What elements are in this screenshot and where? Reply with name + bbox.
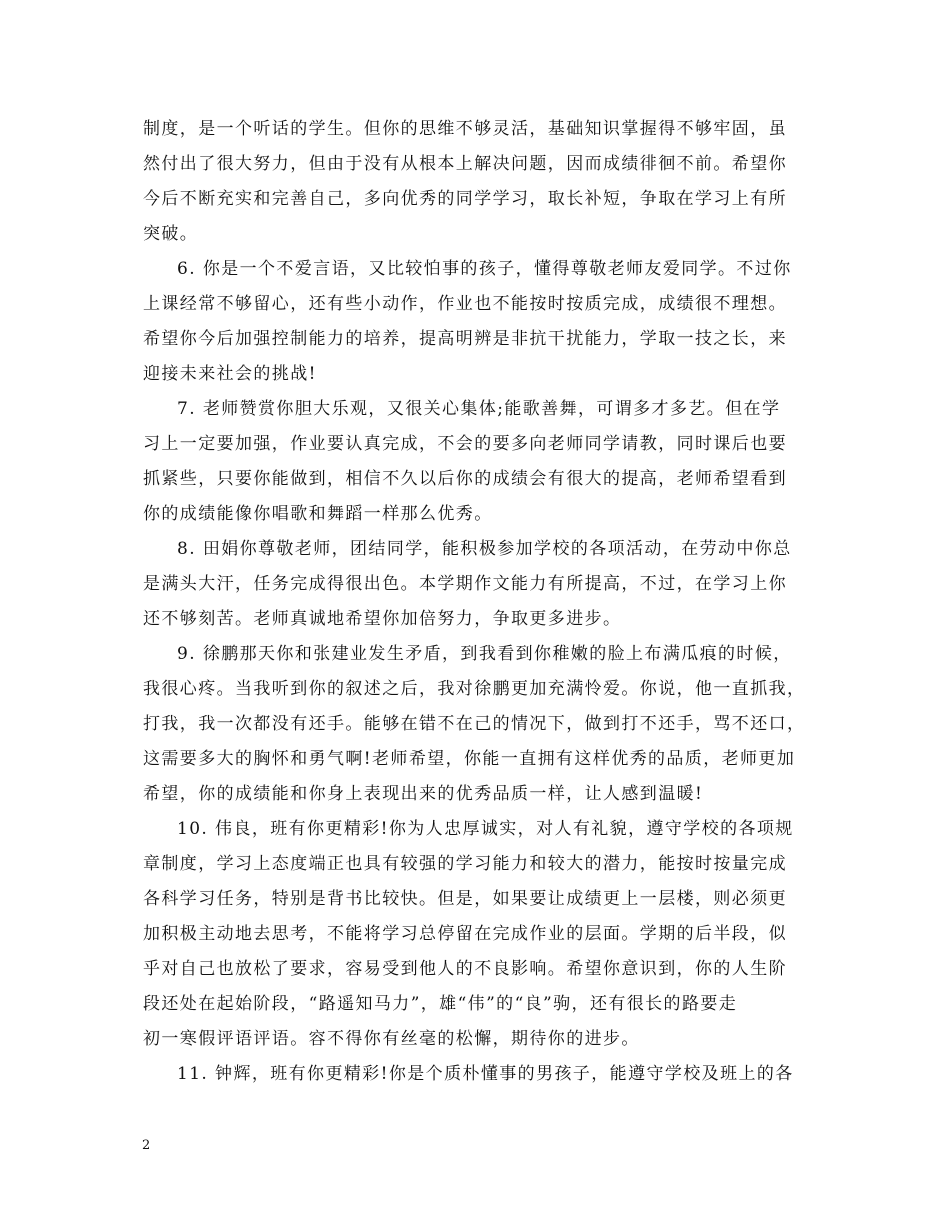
text-line: 各科学习任务，特别是背书比较快。但是，如果要让成绩更上一层楼，则必须更	[143, 889, 787, 909]
paragraph-9-start: 9. 徐鹏那天你和张建业发生矛盾，到我看到你稚嫩的脸上布满瓜痕的时候，	[177, 644, 792, 664]
text-line: 你的成绩能像你唱歌和舞蹈一样那么优秀。	[143, 504, 493, 524]
paragraph-8-start: 8. 田娟你尊敬老师，团结同学，能积极参加学校的各项活动，在劳动中你总	[177, 539, 792, 559]
text-line: 是满头大汗，任务完成得很出色。本学期作文能力有所提高，不过，在学习上你	[143, 574, 787, 594]
text-line: 希望，你的成绩能和你身上表现出来的优秀品质一样，让人感到温暖!	[143, 784, 704, 804]
text-line: 段还处在起始阶段，“路遥知马力”，雄“伟”的“良”驹，还有很长的路要走	[143, 994, 738, 1014]
text-line: 章制度，学习上态度端正也具有较强的学习能力和较大的潜力，能按时按量完成	[143, 854, 787, 874]
text-line: 打我，我一次都没有还手。能够在错不在己的情况下，做到打不还手，骂不还口，	[143, 714, 806, 734]
text-line: 制度，是一个听话的学生。但你的思维不够灵活，基础知识掌握得不够牢固，虽	[143, 119, 787, 139]
text-line: 迎接未来社会的挑战!	[143, 364, 317, 384]
paragraph-10-start: 10. 伟良，班有你更精彩!你为人忠厚诚实，对人有礼貌，遵守学校的各项规	[177, 819, 794, 839]
text-line: 这需要多大的胸怀和勇气啊!老师希望，你能一直拥有这样优秀的品质，老师更加	[143, 749, 796, 769]
text-line: 还不够刻苦。老师真诚地希望你加倍努力，争取更多进步。	[143, 609, 622, 629]
paragraph-6-start: 6. 你是一个不爱言语，又比较怕事的孩子，懂得尊敬老师友爱同学。不过你	[177, 259, 792, 279]
text-line: 突破。	[143, 224, 199, 244]
text-line: 然付出了很大努力，但由于没有从根本上解决问题，因而成绩徘徊不前。希望你	[143, 154, 787, 174]
text-line: 我很心疼。当我听到你的叙述之后，我对徐鹏更加充满怜爱。你说，他一直抓我，	[143, 679, 806, 699]
text-line: 乎对自己也放松了要求，容易受到他人的不良影响。希望你意识到，你的人生阶	[143, 959, 787, 979]
paragraph-11-start: 11. 钟辉，班有你更精彩!你是个质朴懂事的男孩子，能遵守学校及班上的各	[177, 1064, 794, 1084]
text-line: 上课经常不够留心，还有些小动作，作业也不能按时按质完成，成绩很不理想。	[143, 294, 787, 314]
text-line: 今后不断充实和完善自己，多向优秀的同学学习，取长补短，争取在学习上有所	[143, 189, 787, 209]
text-line: 加积极主动地去思考，不能将学习总停留在完成作业的层面。学期的后半段，似	[143, 924, 787, 944]
text-line: 初一寒假评语评语。容不得你有丝毫的松懈，期待你的进步。	[143, 1029, 640, 1049]
paragraph-7-start: 7. 老师赞赏你胆大乐观，又很关心集体;能歌善舞，可谓多才多艺。但在学	[177, 399, 781, 419]
page-number: 2	[142, 1138, 151, 1153]
text-line: 习上一定要加强，作业要认真完成，不会的要多向老师同学请教，同时课后也要	[143, 434, 787, 454]
text-line: 抓紧些，只要你能做到，相信不久以后你的成绩会有很大的提高，老师希望看到	[143, 469, 787, 489]
text-line: 希望你今后加强控制能力的培养，提高明辨是非抗干扰能力，学取一技之长，来	[143, 329, 787, 349]
